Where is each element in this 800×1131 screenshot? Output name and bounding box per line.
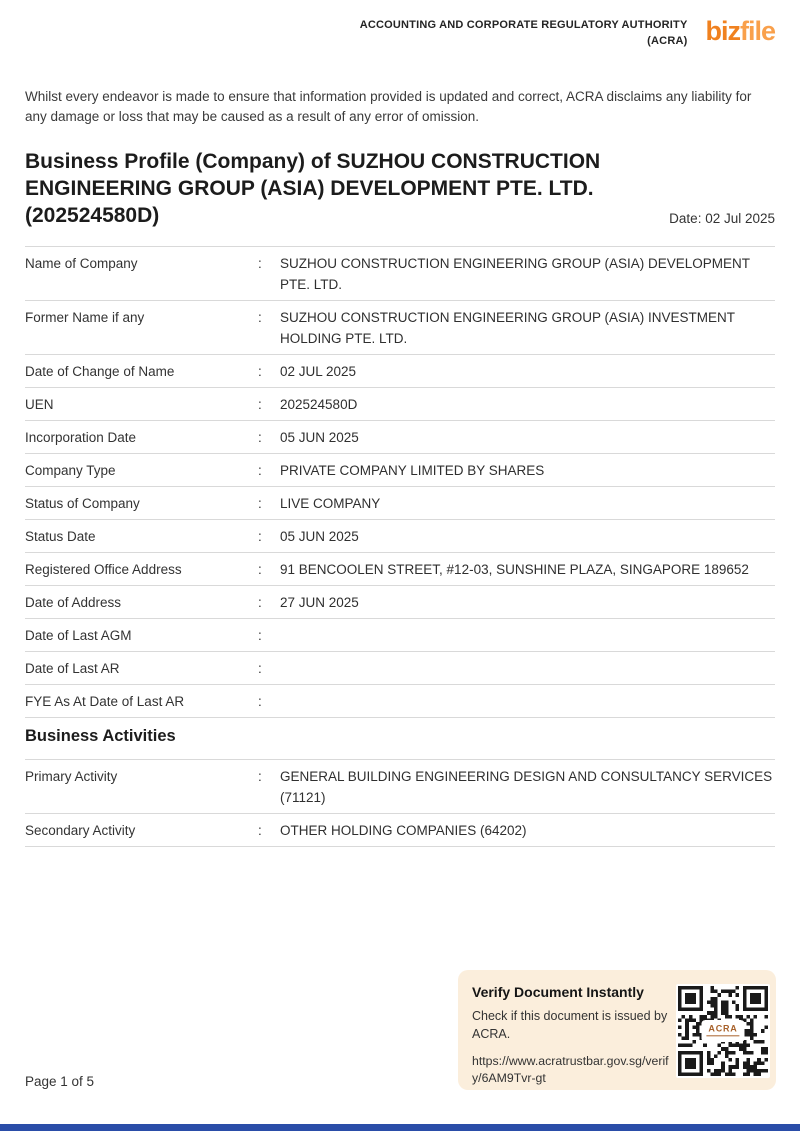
table-row: [25, 355, 775, 388]
row-label: Date of Last AR: [25, 660, 120, 676]
row-label: Former Name if any: [25, 309, 145, 325]
row-label: Name of Company: [25, 255, 138, 271]
row-colon: :: [258, 309, 262, 325]
table-row: [25, 619, 775, 652]
row-colon: :: [258, 495, 262, 511]
row-label: UEN: [25, 396, 54, 412]
row-colon: :: [258, 528, 262, 544]
row-label: FYE As At Date of Last AR: [25, 693, 185, 709]
authority-name-line2: (ACRA): [647, 34, 688, 47]
title-block: [25, 148, 775, 229]
table-row: [25, 814, 775, 847]
table-row: [25, 454, 775, 487]
row-value: SUZHOU CONSTRUCTION ENGINEERING GROUP (ASIA) INVESTMENT HOLDING PTE. LTD.: [280, 309, 735, 346]
row-label: Incorporation Date: [25, 429, 137, 445]
verify-url-link[interactable]: https://www.acratrustbar.gov.sg/verify/6AM9Tvr-gt: [472, 1054, 669, 1086]
row-value: LIVE COMPANY: [280, 495, 381, 511]
row-value: GENERAL BUILDING ENGINEERING DESIGN AND CONSULTANCY SERVICES (71121): [280, 768, 773, 805]
table-row: [25, 760, 775, 814]
row-colon: :: [258, 429, 262, 445]
authority-name: [360, 18, 688, 49]
row-label: Status of Company: [25, 495, 140, 511]
footer-bar: [0, 1124, 800, 1131]
row-label: Date of Last AGM: [25, 627, 132, 643]
bizfile-logo-biz: biz: [705, 16, 740, 46]
authority-name-line1: ACCOUNTING AND CORPORATE REGULATORY AUTHORITY: [359, 19, 688, 32]
row-label: Date of Change of Name: [25, 363, 175, 379]
row-colon: :: [258, 660, 262, 676]
row-value: PRIVATE COMPANY LIMITED BY SHARES: [280, 462, 545, 478]
row-value: OTHER HOLDING COMPANIES (64202): [280, 822, 527, 838]
row-colon: :: [258, 768, 262, 784]
row-colon: :: [258, 255, 262, 271]
row-value: 202524580D: [280, 396, 358, 412]
table-row: [25, 388, 775, 421]
disclaimer-text: Whilst every endeavor is made to ensure that information provided is updated and correct, ACRA disclaims any liability for any damage or loss that may be caused as a result of any error of omission.: [25, 89, 752, 125]
row-colon: :: [258, 594, 262, 610]
bizfile-logo-file: file: [739, 16, 775, 46]
business-activities-section: [25, 727, 775, 847]
table-row: [25, 685, 775, 718]
table-row: [25, 520, 775, 553]
row-label: Primary Activity: [25, 768, 118, 784]
row-colon: :: [258, 693, 262, 709]
row-colon: :: [258, 363, 262, 379]
table-row: [25, 652, 775, 685]
row-value: 27 JUN 2025: [280, 594, 359, 610]
table-row: [25, 487, 775, 520]
verify-description: Check if this document is issued by ACRA.: [472, 1009, 668, 1042]
verify-document-box: [458, 970, 776, 1090]
row-value: SUZHOU CONSTRUCTION ENGINEERING GROUP (ASIA) DEVELOPMENT PTE. LTD.: [280, 255, 750, 292]
row-colon: :: [258, 396, 262, 412]
profile-table: [25, 246, 775, 718]
document-date: Date: 02 Jul 2025: [669, 211, 775, 226]
table-row: [25, 247, 775, 301]
row-label: Secondary Activity: [25, 822, 136, 838]
bizfile-logo: [705, 18, 775, 49]
row-colon: :: [258, 462, 262, 478]
table-row: [25, 553, 775, 586]
row-colon: :: [258, 822, 262, 838]
row-value: 91 BENCOOLEN STREET, #12-03, SUNSHINE PLAZA, SINGAPORE 189652: [280, 561, 749, 577]
qr-acra-label: ACRA: [706, 1023, 739, 1036]
row-value: 05 JUN 2025: [280, 429, 359, 445]
row-value: 02 JUL 2025: [280, 363, 357, 379]
verify-text-block: [472, 984, 670, 1086]
page-title: Business Profile (Company) of SUZHOU CONSTRUCTION ENGINEERING GROUP (ASIA) DEVELOPMENT PTE. LTD. (202524580D): [25, 150, 601, 227]
row-colon: :: [258, 627, 262, 643]
row-label: Registered Office Address: [25, 561, 182, 577]
verify-title: Verify Document Instantly: [472, 984, 644, 1000]
table-row: [25, 421, 775, 454]
table-row: [25, 586, 775, 619]
business-activities-heading: Business Activities: [25, 727, 176, 745]
row-label: Status Date: [25, 528, 96, 544]
business-activities-table: [25, 759, 775, 847]
row-colon: :: [258, 561, 262, 577]
table-row: [25, 301, 775, 355]
qr-code: [676, 984, 770, 1078]
row-label: Date of Address: [25, 594, 122, 610]
row-label: Company Type: [25, 462, 116, 478]
page-number: Page 1 of 5: [25, 1074, 95, 1089]
row-value: 05 JUN 2025: [280, 528, 359, 544]
page-header: [360, 18, 775, 49]
